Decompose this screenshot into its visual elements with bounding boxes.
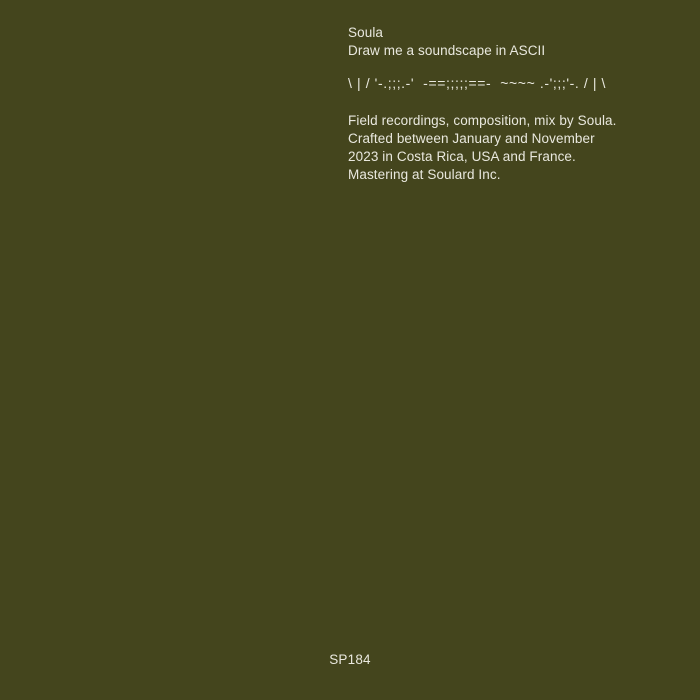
artist-name: Soula [348, 25, 384, 40]
catalog-number: SP184 [329, 652, 371, 667]
credits-line: Mastering at Soulard Inc. [348, 167, 501, 182]
credits-line: Crafted between January and November [348, 131, 595, 146]
cover-text-block [348, 24, 668, 184]
credits-line: 2023 in Costa Rica, USA and France. [348, 149, 576, 164]
album-title: Draw me a soundscape in ASCII [348, 43, 546, 58]
credits-block [348, 112, 668, 184]
credits-line: Field recordings, composition, mix by Soula. [348, 113, 617, 128]
ascii-art-decoration: \ | / '-.;;;.-' -==;;;;;==- ~~~~ .-';;;'-. / | \ [348, 75, 607, 91]
